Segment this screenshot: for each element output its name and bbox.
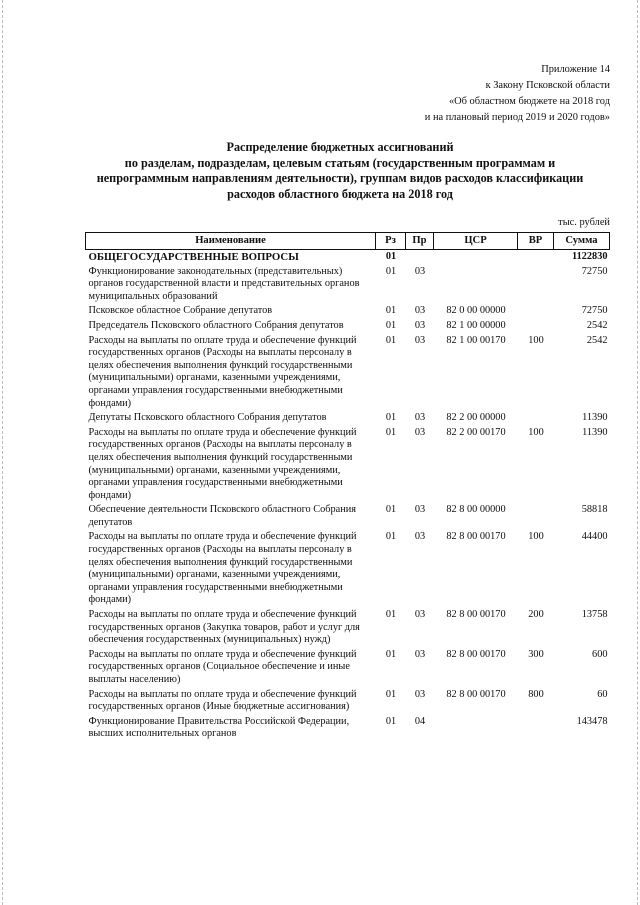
cell-vr: 800	[528, 688, 544, 700]
table-row	[86, 411, 610, 426]
table-row	[86, 334, 610, 412]
cell-vr: 100	[528, 426, 544, 438]
cell-sum: 11390	[582, 412, 608, 424]
header-pr: Пр	[406, 233, 434, 250]
document-title	[60, 140, 620, 202]
cell-sum: 44400	[581, 531, 608, 543]
cell-rz: 01	[385, 426, 397, 438]
cell-sum: 600	[592, 648, 608, 660]
cell-rz: 01	[385, 251, 397, 262]
cell-rz: 01	[385, 334, 397, 346]
table-row	[86, 530, 610, 608]
cell-pr: 03	[414, 265, 426, 277]
header-vr: ВР	[518, 233, 554, 250]
title-line: непрограммным направлениям деятельности), группам видов расходов классификации	[96, 171, 584, 185]
budget-table	[85, 232, 610, 742]
cell-csr	[434, 715, 518, 742]
cell-vr: 200	[528, 609, 544, 621]
cell-sum: 58818	[581, 504, 608, 516]
cell-csr: 82 8 00 00000	[446, 504, 506, 516]
cell-csr: 82 1 00 00170	[446, 334, 506, 346]
table-row	[86, 319, 610, 334]
cell-vr	[518, 503, 554, 530]
header-rz: Рз	[376, 233, 406, 250]
units-label: тыс. рублей	[558, 217, 610, 228]
cell-pr: 03	[414, 688, 426, 700]
cell-pr: 03	[414, 609, 426, 621]
cell-csr: 82 2 00 00000	[446, 412, 506, 424]
cell-pr	[406, 250, 434, 265]
table-row	[86, 250, 610, 265]
cell-pr: 03	[414, 319, 426, 331]
header-csr: ЦСР	[434, 233, 518, 250]
cell-sum: 1122830	[572, 251, 608, 262]
cell-name: Псковское областное Собрание депутатов	[88, 305, 273, 317]
cell-csr: 82 1 00 00000	[446, 319, 506, 331]
cell-csr: 82 8 00 00170	[446, 688, 506, 700]
cell-name: Обеспечение деятельности Псковского областного Собрания депутатов	[88, 504, 357, 528]
cell-pr: 03	[414, 305, 426, 317]
cell-name: Расходы на выплаты по оплате труда и обеспечение функций государственных органов (Расходы на выплаты персоналу в целях обеспечения выполнения функций государственными (муниципальными) органами, казенными учреждениями, органами управления государственными внебюджетными фондами)	[88, 426, 357, 501]
table-row	[86, 648, 610, 688]
cell-vr	[518, 304, 554, 319]
cell-pr: 03	[414, 334, 426, 346]
title-line: расходов областного бюджета на 2018 год	[227, 186, 453, 201]
cell-csr: 82 8 00 00170	[446, 609, 506, 621]
table-row	[86, 503, 610, 530]
cell-pr: 04	[414, 715, 426, 727]
cell-pr: 03	[414, 426, 426, 438]
cell-vr	[518, 715, 554, 742]
header-sum: Сумма	[554, 233, 610, 250]
cell-pr: 03	[414, 412, 426, 424]
appendix-line: Приложение 14	[541, 64, 610, 75]
table-header-row	[86, 233, 610, 250]
cell-rz: 01	[385, 648, 397, 660]
cell-sum: 72750	[581, 305, 608, 317]
cell-sum: 143478	[576, 715, 608, 727]
cell-sum: 11390	[582, 426, 608, 438]
cell-name: Расходы на выплаты по оплате труда и обеспечение функций государственных органов (Расходы на выплаты персоналу в целях обеспечения выполнения функций государственными (муниципальными) органами, казенными учреждениями, органами управления государственными внебюджетными фондами)	[88, 531, 357, 606]
cell-rz: 01	[385, 412, 397, 424]
cell-vr	[518, 411, 554, 426]
cell-csr: 82 0 00 00000	[446, 305, 506, 317]
appendix-line: «Об областном бюджете на 2018 год	[448, 96, 610, 107]
cell-rz: 01	[385, 531, 397, 543]
appendix-line: к Закону Псковской области	[485, 80, 610, 91]
cell-rz: 01	[385, 688, 397, 700]
cell-vr	[518, 319, 554, 334]
cell-csr: 82 8 00 00170	[446, 531, 506, 543]
cell-name: Председатель Псковского областного Собрания депутатов	[88, 319, 344, 331]
table-row	[86, 304, 610, 319]
cell-sum: 72750	[581, 265, 608, 277]
cell-rz: 01	[385, 504, 397, 516]
title-line: по разделам, подразделам, целевым статьям (государственным программам и	[124, 155, 556, 170]
left-page-edge	[2, 0, 3, 905]
cell-rz: 01	[385, 319, 397, 331]
right-page-edge	[637, 0, 638, 905]
cell-vr	[518, 250, 554, 265]
cell-name: Расходы на выплаты по оплате труда и обеспечение функций государственных органов (Расходы на выплаты персоналу в целях обеспечения выполнения функций государственными (муниципальными) органами, казенными учреждениями, органами управления государственными внебюджетными фондами)	[88, 334, 357, 409]
appendix-line: и на плановый период 2019 и 2020 годов»	[424, 112, 610, 123]
table-row	[86, 715, 610, 742]
cell-name: ОБЩЕГОСУДАРСТВЕННЫЕ ВОПРОСЫ	[88, 251, 299, 263]
cell-name: Расходы на выплаты по оплате труда и обеспечение функций государственных органов (Закупка товаров, работ и услуг для обеспечения государственных (муниципальных) нужд)	[88, 609, 360, 646]
title-line: Распределение бюджетных ассигнований	[226, 140, 454, 154]
cell-vr: 100	[528, 334, 544, 346]
table-row	[86, 608, 610, 648]
cell-vr: 100	[528, 531, 544, 543]
cell-sum: 2542	[586, 319, 608, 331]
cell-vr: 300	[528, 648, 544, 660]
cell-sum: 2542	[586, 334, 608, 346]
cell-csr	[434, 250, 518, 265]
cell-csr	[434, 265, 518, 305]
table-row	[86, 265, 610, 305]
table-row	[86, 688, 610, 715]
cell-rz: 01	[385, 715, 397, 727]
cell-rz: 01	[385, 265, 397, 277]
cell-name: Расходы на выплаты по оплате труда и обеспечение функций государственных органов (Иные бюджетные ассигнования)	[88, 688, 357, 713]
cell-vr	[518, 265, 554, 305]
cell-csr: 82 2 00 00170	[446, 426, 506, 438]
cell-name: Функционирование Правительства Российской Федерации, высших исполнительных органов	[88, 715, 350, 740]
cell-sum: 13758	[581, 609, 608, 621]
header-name: Наименование	[86, 233, 376, 250]
cell-name: Функционирование законодательных (представительных) органов государственной власти и представительных органов муниципальных образований	[88, 265, 360, 302]
cell-pr: 03	[414, 648, 426, 660]
cell-csr: 82 8 00 00170	[446, 648, 506, 660]
cell-rz: 01	[385, 305, 397, 317]
cell-name: Расходы на выплаты по оплате труда и обеспечение функций государственных органов (Социальное обеспечение и иные выплаты населению)	[88, 648, 357, 685]
cell-pr: 03	[414, 504, 426, 516]
appendix-note	[425, 62, 610, 126]
table-row	[86, 426, 610, 504]
cell-rz: 01	[385, 609, 397, 621]
cell-pr: 03	[414, 531, 426, 543]
cell-sum: 60	[597, 688, 608, 700]
cell-name: Депутаты Псковского областного Собрания депутатов	[88, 412, 327, 424]
